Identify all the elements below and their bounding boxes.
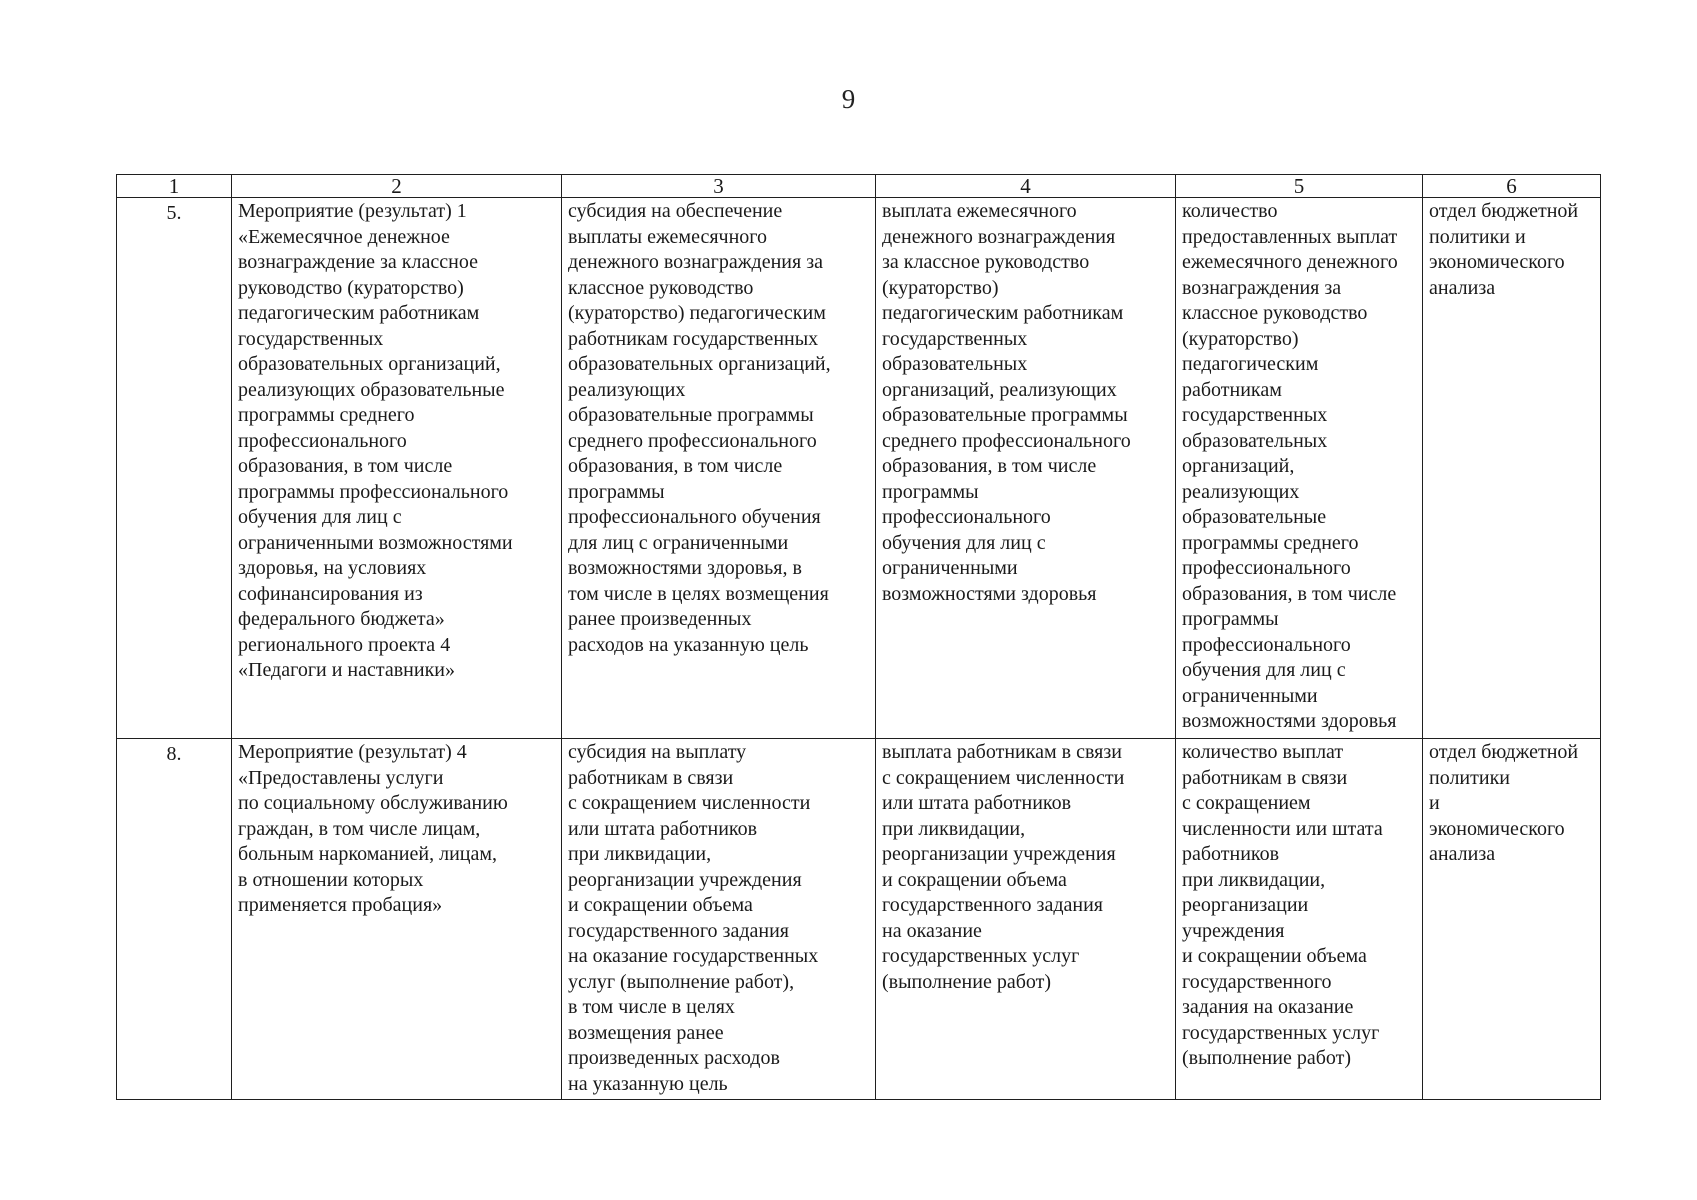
cell-text-line: обучения для лиц с [882, 531, 1046, 554]
cell-text-line: работникам в связи [1182, 766, 1348, 789]
cell-text-line: предоставленных выплат [1182, 225, 1398, 248]
cell-text-line: образовательных организаций, [238, 353, 501, 375]
cell-text-line: педагогическим работникам [238, 302, 480, 324]
cell-text-line: денежного вознаграждения [882, 225, 1116, 248]
cell-text-line: на оказание государственных [568, 945, 819, 967]
cell-text-line: экономического [1429, 817, 1565, 840]
cell-text-line: политики [1429, 766, 1510, 789]
cell-text-line: регионального проекта 4 [238, 633, 451, 656]
cell-text-line: учреждения [1182, 919, 1285, 942]
row-number: 5. [117, 198, 232, 739]
measures-table [116, 174, 1601, 1100]
column-header: 4 [876, 175, 1176, 198]
event-cell [232, 739, 562, 1100]
cell-text-line: при ликвидации, [882, 817, 1026, 840]
cell-text-line: ежемесячного денежного [1182, 251, 1398, 273]
cell-text-line: (кураторство) педагогическим [568, 302, 826, 324]
cell-text-line: произведенных расходов [568, 1047, 780, 1069]
cell-text-line: профессионального обучения [568, 506, 821, 528]
cell-text-line: образования, в том числе [1182, 582, 1397, 605]
cell-text-line: обучения для лиц с [238, 506, 402, 528]
cell-text-line: по социальному обслуживанию [238, 792, 508, 814]
cell-text-line: ограниченными [1182, 684, 1318, 707]
indicator-cell [1176, 198, 1423, 739]
cell-text-line: реализующих образовательные [238, 378, 505, 401]
cell-text-line: классное руководство [1182, 302, 1368, 324]
cell-text-line: среднего профессионального [882, 429, 1131, 452]
cell-text-line: на оказание [882, 919, 982, 942]
cell-text-line: услуг (выполнение работ), [568, 970, 795, 993]
cell-text-line: в том числе в целях [568, 996, 735, 1018]
table-row [117, 739, 1601, 1100]
column-header: 3 [562, 175, 876, 198]
event-cell [232, 198, 562, 739]
cell-text-line: профессионального [1182, 633, 1351, 656]
cell-text-line: образования, в том числе [568, 455, 783, 477]
cell-text-line: образовательных [1182, 429, 1328, 452]
cell-text-line: «Педагоги и наставники» [238, 659, 456, 681]
cell-text-line: профессионального [882, 506, 1051, 528]
direction-cell [562, 198, 876, 739]
cell-text-line: федерального бюджета» [238, 608, 445, 630]
cell-text-line: субсидия на выплату [568, 741, 747, 763]
cell-text-line: работникам в связи [568, 766, 734, 789]
cell-text-line: государственного задания [882, 894, 1103, 916]
cell-text-line: образования, в том числе [882, 455, 1097, 477]
cell-text-line: и сокращении объема [1182, 945, 1367, 967]
cell-text-line: или штата работников [568, 817, 758, 840]
cell-text-line: организаций, [1182, 455, 1295, 477]
cell-text-line: государственных [1182, 404, 1328, 426]
page-number: 9 [841, 84, 856, 114]
cell-text-line: образовательные [1182, 506, 1327, 528]
cell-text-line: софинансирования из [238, 582, 423, 605]
cell-text-line: здоровья, на условиях [238, 557, 427, 579]
cell-text-line: обучения для лиц с [1182, 659, 1346, 681]
cell-text-line: численности или штата [1182, 817, 1383, 840]
cell-text-line: выплата работникам в связи [882, 741, 1122, 763]
cell-text-line: анализа [1429, 276, 1496, 299]
cell-text-line: выплата ежемесячного [882, 200, 1077, 222]
cell-text-line: образовательные программы [568, 404, 814, 426]
cell-text-line: программы среднего [1182, 531, 1359, 554]
cell-text-line: задания на оказание [1182, 996, 1354, 1018]
cell-text-line: (кураторство) [1182, 327, 1299, 350]
description-cell [876, 198, 1176, 739]
cell-text-line: работникам государственных [568, 327, 819, 350]
cell-text-line: анализа [1429, 843, 1496, 865]
cell-text-line: реорганизации [1182, 894, 1309, 916]
cell-text-line: реорганизации учреждения [568, 868, 802, 891]
cell-text-line: вознаграждение за классное [238, 251, 478, 273]
cell-text-line: образовательных [882, 353, 1028, 375]
cell-text-line: больным наркоманией, лицам, [238, 843, 498, 865]
cell-text-line: том числе в целях возмещения [568, 582, 829, 605]
cell-text-line: в отношении которых [238, 868, 424, 891]
cell-text-line: граждан, в том числе лицам, [238, 817, 481, 840]
cell-text-line: «Предоставлены услуги [238, 766, 444, 789]
cell-text-line: и [1429, 792, 1440, 814]
column-header: 1 [117, 175, 232, 198]
cell-text-line: образования, в том числе [238, 455, 453, 477]
cell-text-line: (кураторство) [882, 276, 999, 299]
cell-text-line: отдел бюджетной [1429, 200, 1579, 222]
cell-text-line: работникам [1182, 378, 1282, 401]
cell-text-line: с сокращением численности [882, 766, 1125, 789]
cell-text-line: или штата работников [882, 792, 1072, 814]
cell-text-line: государственного [1182, 970, 1332, 993]
cell-text-line: среднего профессионального [568, 429, 817, 452]
cell-text-line: экономического [1429, 251, 1565, 273]
cell-text-line: (выполнение работ) [882, 970, 1052, 993]
row-number: 8. [117, 739, 232, 1100]
description-cell [876, 739, 1176, 1100]
cell-text-line: для лиц с ограниченными [568, 531, 789, 554]
table-row [117, 198, 1601, 739]
cell-text-line: образовательные программы [882, 404, 1128, 426]
indicator-cell [1176, 739, 1423, 1100]
cell-text-line: «Ежемесячное денежное [238, 225, 450, 248]
cell-text-line: расходов на указанную цель [568, 633, 809, 656]
cell-text-line: Мероприятие (результат) 4 [238, 741, 467, 763]
cell-text-line: возможностями здоровья [1182, 710, 1397, 732]
cell-text-line: вознаграждения за [1182, 276, 1342, 299]
cell-text-line: руководство (кураторство) [238, 276, 464, 299]
cell-text-line: профессионального [1182, 557, 1351, 579]
cell-text-line: денежного вознаграждения за [568, 251, 823, 273]
cell-text-line: программы [1182, 608, 1279, 630]
cell-text-line: при ликвидации, [568, 843, 712, 865]
cell-text-line: государственных [882, 327, 1028, 350]
cell-text-line: профессионального [238, 429, 407, 452]
cell-text-line: программы профессионального [238, 480, 509, 503]
cell-text-line: ограниченными возможностями [238, 531, 513, 554]
responsible-cell [1423, 198, 1601, 739]
cell-text-line: при ликвидации, [1182, 868, 1326, 891]
cell-text-line: политики и [1429, 225, 1526, 248]
cell-text-line: количество [1182, 200, 1278, 222]
cell-text-line: организаций, реализующих [882, 378, 1117, 401]
cell-text-line: возмещения ранее [568, 1021, 724, 1044]
cell-text-line: (выполнение работ) [1182, 1047, 1352, 1069]
cell-text-line: программы [882, 480, 979, 503]
column-header: 2 [232, 175, 562, 198]
cell-text-line: программы среднего [238, 404, 415, 426]
cell-text-line: субсидия на обеспечение [568, 200, 783, 222]
cell-text-line: классное руководство [568, 276, 754, 299]
cell-text-line: педагогическим работникам [882, 302, 1124, 324]
cell-text-line: на указанную цель [568, 1072, 728, 1095]
cell-text-line: применяется пробация» [238, 894, 443, 916]
cell-text-line: отдел бюджетной [1429, 741, 1579, 763]
cell-text-line: за классное руководство [882, 251, 1090, 273]
cell-text-line: образовательных организаций, [568, 353, 831, 375]
cell-text-line: возможностями здоровья [882, 582, 1097, 605]
cell-text-line: ранее произведенных [568, 608, 752, 630]
table-header-row [117, 175, 1601, 198]
cell-text-line: и сокращении объема [568, 894, 753, 916]
cell-text-line: и сокращении объема [882, 868, 1067, 891]
cell-text-line: государственных услуг [1182, 1021, 1380, 1044]
cell-text-line: количество выплат [1182, 741, 1344, 763]
direction-cell [562, 739, 876, 1100]
cell-text-line: ограниченными [882, 557, 1018, 579]
cell-text-line: работников [1182, 843, 1280, 865]
cell-text-line: программы [568, 480, 665, 503]
column-header: 6 [1423, 175, 1601, 198]
cell-text-line: выплаты ежемесячного [568, 225, 767, 248]
cell-text-line: государственного задания [568, 919, 789, 942]
cell-text-line: возможностями здоровья, в [568, 557, 802, 579]
cell-text-line: государственных услуг [882, 945, 1080, 967]
column-header: 5 [1176, 175, 1423, 198]
cell-text-line: реализующих [568, 378, 686, 401]
cell-text-line: с сокращением численности [568, 792, 811, 814]
cell-text-line: реализующих [1182, 480, 1300, 503]
cell-text-line: педагогическим [1182, 353, 1319, 375]
responsible-cell [1423, 739, 1601, 1100]
cell-text-line: с сокращением [1182, 792, 1311, 814]
cell-text-line: Мероприятие (результат) 1 [238, 200, 467, 222]
cell-text-line: государственных [238, 327, 384, 350]
cell-text-line: реорганизации учреждения [882, 843, 1116, 865]
